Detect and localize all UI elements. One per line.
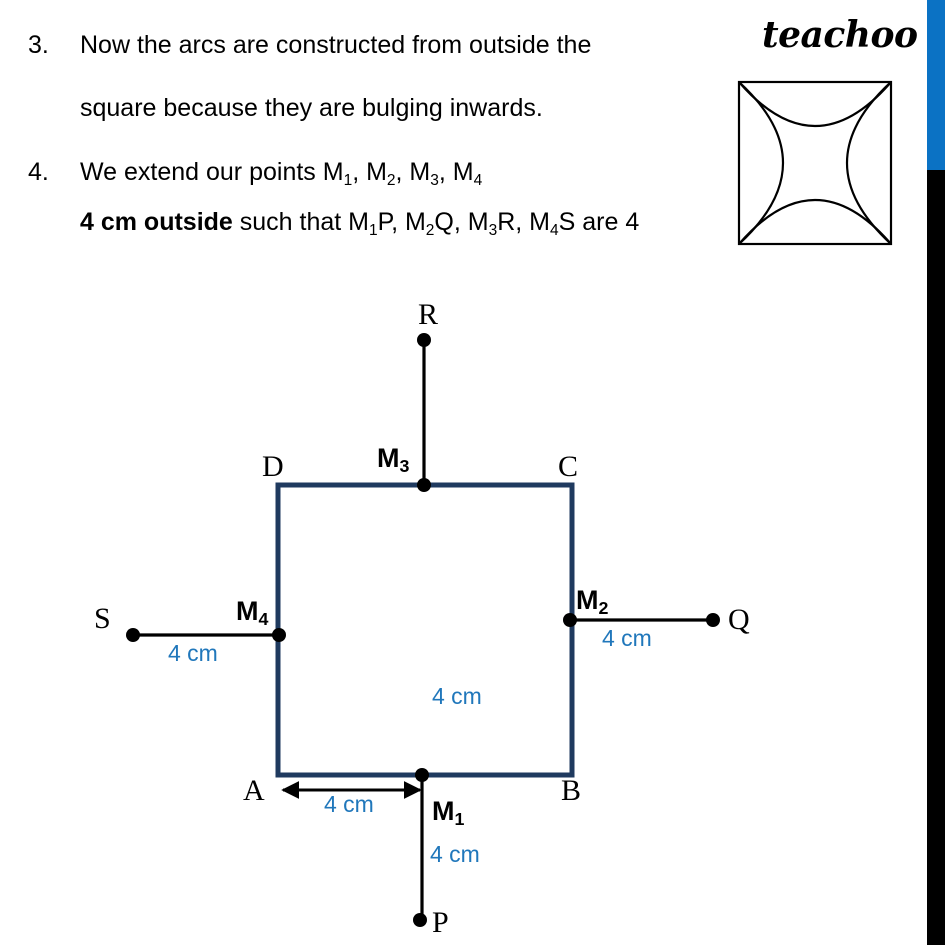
label-point-r: R xyxy=(418,298,439,331)
point-m1 xyxy=(415,768,429,782)
label-midpoint-m4 xyxy=(236,596,269,630)
point-q xyxy=(706,613,720,627)
label-point-s: S xyxy=(94,602,111,635)
label-midpoint-m4-subscript: 4 xyxy=(258,609,269,630)
point-r xyxy=(417,333,431,347)
point-m4 xyxy=(272,628,286,642)
label-point-q: Q xyxy=(728,603,750,636)
dimension-label-bottom-horizontal: 4 cm xyxy=(324,791,374,817)
label-vertex-a: A xyxy=(243,774,265,807)
astroid-thumbnail-figure xyxy=(735,78,895,248)
point-s xyxy=(126,628,140,642)
label-midpoint-m2-base: M xyxy=(576,585,599,615)
list-item-4-number: 4. xyxy=(28,158,49,186)
square-abcd xyxy=(278,485,572,775)
dimension-label-bottom-vertical: 4 cm xyxy=(430,841,480,867)
dimension-label-right: 4 cm xyxy=(602,625,652,651)
label-vertex-d: D xyxy=(262,450,284,483)
dimension-label-left: 4 cm xyxy=(168,640,218,666)
main-construction-diagram xyxy=(0,280,927,945)
label-midpoint-m2-subscript: 2 xyxy=(598,598,609,619)
label-midpoint-m4-base: M xyxy=(236,596,259,626)
list-item-4-line-2: 4 cm outside such that $M_1P$, $M_2Q$, $M_3R$, $M_4S$ are 4 xyxy=(80,208,640,239)
bold-phrase-4cm-outside: 4 cm outside xyxy=(80,208,233,236)
list-item-3-line-1: Now the arcs are constructed from outside the xyxy=(80,31,592,59)
label-vertex-c: C xyxy=(558,450,579,483)
label-midpoint-m3 xyxy=(377,443,410,477)
label-midpoint-m3-base: M xyxy=(377,443,400,473)
point-m2 xyxy=(563,613,577,627)
label-midpoint-m2 xyxy=(576,585,609,619)
list-item-3-line-2: square because they are bulging inwards. xyxy=(80,94,543,122)
label-midpoint-m1-subscript: 1 xyxy=(454,809,465,830)
label-midpoint-m1-base: M xyxy=(432,796,455,826)
right-edge-black-bar xyxy=(927,170,945,945)
label-point-p: P xyxy=(432,906,449,939)
list-item-3-number: 3. xyxy=(28,31,49,59)
dimension-label-top: 4 cm xyxy=(432,683,482,709)
teachoo-logo: teachoo xyxy=(762,14,918,56)
right-edge-blue-bar xyxy=(927,0,945,170)
list-item-4-line-1: We extend our points $M_1$, $M_2$, $M_3$, $M_4$ xyxy=(80,158,483,189)
point-m3 xyxy=(417,478,431,492)
label-midpoint-m3-subscript: 3 xyxy=(399,456,410,477)
label-vertex-b: B xyxy=(561,774,582,807)
label-midpoint-m1 xyxy=(432,796,465,830)
point-p xyxy=(413,913,427,927)
